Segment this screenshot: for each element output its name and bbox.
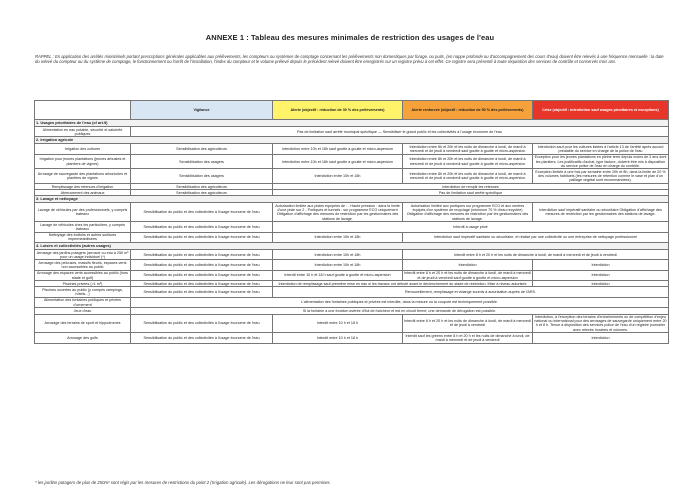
section-row (35, 196, 669, 203)
table-row (35, 232, 669, 242)
renforcee-cell: Autorisation limitée aux portiques sur programme ECO et aux centres équipés d'un système de recyclage (minimum 70 % d'eau recyclée) Obligation d'affichage des mesures de restriction par les gestionnaires des stations de lavage. (403, 203, 533, 222)
table-row (35, 314, 669, 333)
renforcee-cell: Interdiction entre 8h et 20h et les nuits de dimanche à lundi, de mardi à mercredi et de jeudi à vendredi sauf goutte à goutte et micro-aspersion (403, 144, 533, 154)
crise-cell: Interdiction sauf impératif sanitaire ou sécuritaire Obligation d'affichage des mesures de restriction par les gestionnaires des stations de lavage. (533, 203, 669, 222)
renforcee-cell: Interdit sauf les greens entre 8 h et 20 h et les nuits de dimanche à lundi, de mardi à mercredi et de jeudi à vendredi (403, 333, 533, 343)
merged-cell: L'alimentation des fontaines publiques et privées est interdite, dans la mesure où la coupure est techniquement possible. (131, 297, 669, 307)
usage-cell: Lavage de véhicules par des professionnels, y compris bateaux (35, 203, 131, 222)
alerte-cell: Interdiction entre 10h et 18h (273, 232, 403, 242)
merged-cell: Interdiction de remplissage sauf première mise en eau si les travaux ont débuté avant le déclenchement du stade de restriction. Mise à niveau autorisée (273, 281, 533, 287)
alerte-cell: Interdiction entre 10h et 18h (273, 169, 403, 184)
crise-cell: Interdiction (533, 270, 669, 280)
usage-cell: Alimentation en eau potable, sécurité et salubrité publiques (35, 127, 131, 137)
usage-cell: Remplissage des retenues d'irrigation (35, 184, 131, 190)
table-row (35, 287, 669, 297)
header-vigilance: Vigilance (131, 101, 273, 120)
vigilance-cell: Sensibilisation du public et des collectivités à l'usage économe de l'eau (131, 314, 273, 333)
usage-cell: Jeux d'eau (35, 308, 131, 314)
renforcee-cell: Interdiction entre 8h et 20h et les nuits de dimanche à lundi, de mardi à mercredi et de jeudi à vendredi sauf goutte à goutte et micro-aspersion (403, 169, 533, 184)
header-usage (35, 101, 131, 120)
section-row (35, 120, 669, 127)
table-row (35, 203, 669, 222)
table-row (35, 297, 669, 307)
crise-cell: Interdiction, à l'exception des terrains d'entraînements ou de compétition d'enjeu national ou international pour des arrosages de sauvegarde uniquement entre 20 h et 8 h. Tenue à disposition des services police de l'eau d'un registre journalier avec relevés horaires et volumes. (534, 315, 667, 332)
usage-cell: Irrigation des cultures (35, 144, 131, 154)
vigilance-cell: Sensibilisation des usagers (131, 154, 273, 169)
alerte-cell: Interdiction entre 10h et 18h sauf goutte à goutte et micro-aspersion (273, 154, 403, 169)
alerte-cell: Interdiction entre 10h et 18h sauf goutte à goutte et micro-aspersion (273, 144, 403, 154)
alerte-cell: Interdit entre 10 h et 18 h (273, 314, 403, 333)
merged-cell: Si la fontaine a une fonction avérée d'îlot de fraîcheur et est en circuit fermé, une demande de dérogation est possible. (131, 308, 669, 314)
merged-cell: Pas de limitation sauf arrêté spécifique (273, 190, 669, 196)
footnote: * les jardins potagers de plus de 250m² sont régis par les mesures de restrictions du point 2 (Irrigation agricole). Les dérogations ne leur sont pas permises. (35, 480, 331, 485)
renforcee-cell: Interdit entre 8 h et 20 h et les nuits de dimanche à lundi, de mardi à mercredi et de jeudi à vendredi (403, 314, 533, 333)
vigilance-cell: Sensibilisation du public et des collectivités à l'usage économe de l'eau (131, 270, 273, 280)
vigilance-cell: Sensibilisation du public et des collectivités à l'usage économe de l'eau (131, 250, 273, 260)
alerte-cell: Interdiction entre 10h et 18h (273, 260, 403, 270)
usage-cell: Alimentation des fontaines publiques et privées d'ornement (35, 297, 131, 307)
renforcee-cell: Interdiction entre 8h et 20h et les nuits de dimanche à lundi, de mardi à mercredi et de jeudi à vendredi sauf goutte à goutte et micro-aspersion (403, 154, 533, 169)
table-row (35, 127, 669, 137)
rappel-paragraph: RAPPEL : En application des arrêtés ministériels portant prescriptions générales applicables aux prélèvements, les compteurs ou systèmes de comptage concernant les prélèvements non domestiques par forage, ou puits, (en nappe profonde ou d'accompagnement des cours d'eau) doivent être relevés à une fréquence mensuelle : la date du relevé du compteur ou du système de comptage, le fonctionnement ou l'arrêt de l'installation, l'index du compteur et le volume prélevé depuis le précédent relevé doivent être enregistrés sur un registre prévu à cet effet. Ce registre sera présenté à toute réquisition des services de contrôle et conservés trois ans. (35, 54, 664, 65)
usage-cell: Arrosage des jardins potagers (arrosoir ou eau à 250 m³ pour un usage individuel (*) (35, 250, 131, 260)
usage-cell: Arrosage des pelouses, massifs fleuris, espaces verts non accessibles au public (35, 260, 131, 270)
usage-cell: Arrosage des terrains de sport et hippodromes (35, 314, 131, 333)
section-row (35, 243, 669, 250)
header-alerte-renforcee: Alerte renforcée (objectif : réduction de 50 % des prélèvements) (403, 101, 533, 120)
header-crise: Crise (objectif : interdiction sauf usages prioritaires et exceptions) (533, 101, 669, 120)
table-row (35, 222, 669, 232)
usage-cell: Nettoyage des trottoirs et autres surfaces imperméabilisées (35, 232, 131, 242)
table-row (35, 333, 669, 343)
alerte-cell: Autorisation limitée aux pistes équipées de : - Haute pression : dans la limite d'une piste sur 2 - Portiques et tunnels : sur programme ECO uniquement Obligation d'affichage des mesures de restriction par les gestionnaires des stations de lavage. (273, 203, 403, 222)
alerte-cell: Interdiction entre 10h et 18h (273, 250, 403, 260)
section-title: 3. Lavage et nettoyage (35, 196, 669, 203)
crise-cell: Interdiction (533, 281, 669, 287)
merged-cell: Interdit entre 8 h et 20 h et les nuits de dimanche à lundi, de mardi à mercredi et de jeudi à vendredi (403, 250, 669, 260)
section-row (35, 137, 669, 144)
vigilance-cell: Sensibilisation des agriculteurs (131, 144, 273, 154)
vigilance-cell: Sensibilisation des agriculteurs (131, 190, 273, 196)
usage-cell: Abreuvement des animaux (35, 190, 131, 196)
table-row (35, 260, 669, 270)
vigilance-cell: Sensibilisation du public et des collectivités à l'usage économe de l'eau (131, 222, 273, 232)
usage-cell: Piscines ouvertes au public (y compris campings, hôtels...) (35, 287, 131, 297)
merged-cell: Interdiction sauf impératif sanitaire ou sécuritaire, et réalisé par une collectivité ou une entreprise de nettoyage professionnel (403, 232, 669, 242)
usage-cell: Lavage de véhicules chez les particuliers, y compris bateaux (35, 222, 131, 232)
alerte-cell: Interdit entre 10 h et 18 h sauf goutte à goutte et micro-aspersion (273, 270, 403, 280)
vigilance-cell: Sensibilisation des agriculteurs (131, 184, 273, 190)
usage-cell: Arrosage des golfs (35, 333, 131, 343)
usage-cell: Arrosage de sauvegarde des plantations arboricoles et plantiers de vignes (35, 169, 131, 184)
vigilance-cell: Sensibilisation du public et des collectivités à l'usage économe de l'eau (131, 287, 273, 297)
section-title: 4. Loisirs et collectivités (autres usages) (35, 243, 669, 250)
merged-cell: Renouvellement, remplissage et vidange soumis à autorisation auprès de l'ARS. (273, 287, 669, 297)
merged-cell: Interdiction de remplir les retenues (273, 184, 669, 190)
usage-cell: Arrosage des espaces verts accessibles au public (hors stade et golf) (35, 270, 131, 280)
usage-cell: Irrigation pour jeunes plantations (jeunes arbustes et plantiers de vignes) (35, 154, 131, 169)
crise-cell: Interdiction sauf pour les cultures listées à l'article 13 de l'arrêté après accord préalable du service en charge de la police de l'eau (533, 144, 669, 154)
renforcee-cell: Interdiction (403, 260, 533, 270)
restriction-table (34, 100, 669, 344)
table-row (35, 169, 669, 184)
vigilance-cell: Sensibilisation des usagers (131, 169, 273, 184)
merged-cell: Pas de limitation sauf arrêté municipal spécifique — Sensibiliser le grand public et les collectivités à l'usage économe de l'eau (131, 127, 669, 137)
vigilance-cell: Sensibilisation du public et des collectivités à l'usage économe de l'eau (131, 260, 273, 270)
table-row (35, 144, 669, 154)
page-title: ANNEXE 1 : Tableau des mesures minimales de restriction des usages de l'eau (205, 33, 495, 42)
merged-cell: Interdit à usage privé (273, 222, 669, 232)
vigilance-cell: Sensibilisation du public et des collectivités à l'usage économe de l'eau (131, 203, 273, 222)
crise-cell: Exception pour les jeunes plantations en pleine terre depuis moins de 3 ans dont les plantiers. Les justificatifs d'achat, type facture, doivent être mis à disposition du service police de l'eau en charge du contrôle. (533, 154, 669, 169)
crise-cell: Exception limitée à une fois par semaine entre 20h et 8h, dans la limite de 20 % des volumes habituels (les mesures de rétention comme le vase et plan d'un paillage végétal sont recommandées). (533, 169, 669, 184)
header-alerte: Alerte (objectif : réduction de 30 % des prélèvements) (273, 101, 403, 120)
vigilance-cell: Sensibilisation du public et des collectivités à l'usage économe de l'eau (131, 232, 273, 242)
alerte-cell: Interdit entre 10 h et 18 h (273, 333, 403, 343)
crise-cell: Interdiction (533, 260, 669, 270)
usage-cell: Piscines privées (>1 m³) (35, 281, 131, 287)
renforcee-cell: Interdit entre 8 h et 20 h et les nuits de dimanche à lundi, de mardi à mercredi et de jeudi à vendredi sauf goutte à goutte et micro-aspersion (404, 271, 531, 280)
section-title: 1. Usages prioritaires de l'eau (cf art.9) (35, 120, 669, 127)
table-row (35, 154, 669, 169)
table-row (35, 270, 669, 280)
table-header-row (35, 101, 669, 120)
table-body (35, 120, 669, 344)
vigilance-cell: Sensibilisation du public et des collectivités à l'usage économe de l'eau (131, 333, 273, 343)
section-title: 2. Irrigation agricole (35, 137, 669, 144)
table-row (35, 250, 669, 260)
vigilance-cell: Sensibilisation du public et des collectivités à l'usage économe de l'eau (131, 281, 273, 287)
crise-cell: Interdiction (533, 333, 669, 343)
